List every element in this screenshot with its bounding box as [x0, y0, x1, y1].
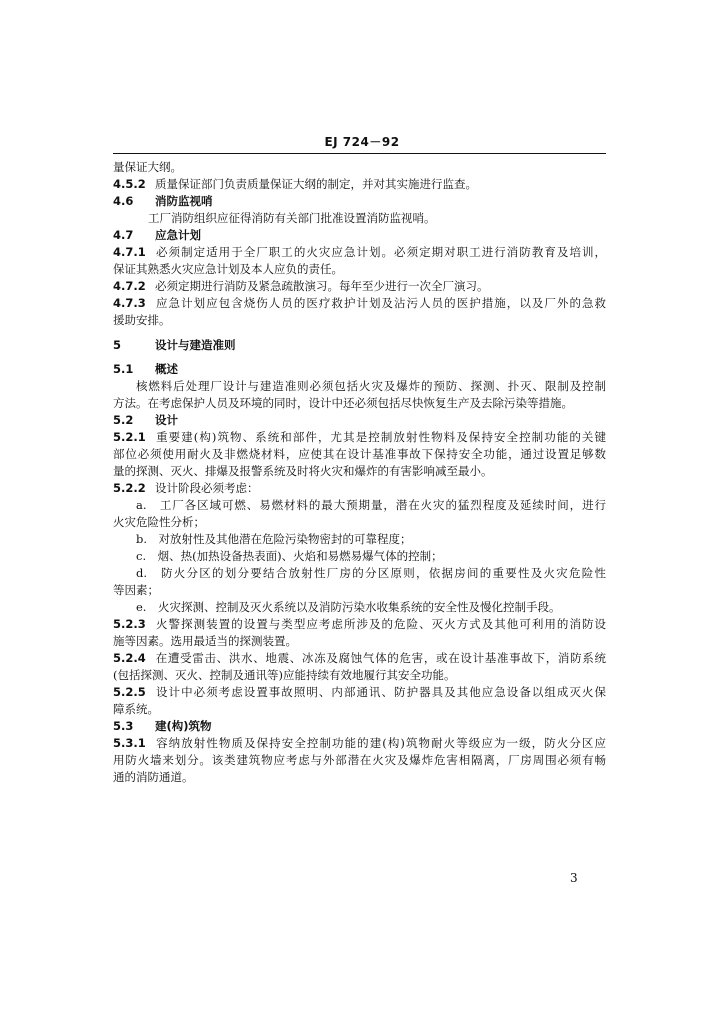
- text-line: [113, 194, 606, 208]
- text-line: [113, 362, 606, 376]
- section-number: 5.2.1: [113, 430, 146, 444]
- section-number: 5.2.4: [113, 651, 146, 665]
- line-text: 在遭受雷击、洪水、地震、冰冻及腐蚀气体的危害，或在设计基准事故下，消防系统: [155, 651, 606, 665]
- text-line: [113, 338, 606, 352]
- line-text: 障系统。: [113, 702, 159, 716]
- line-text: 等因素；: [113, 583, 159, 597]
- line-text: b. 对放射性及其他潜在危险污染物密封的可靠程度；: [136, 532, 412, 546]
- section-number: 4.7.1: [113, 245, 146, 259]
- line-text: 容纳放射性物质及保持安全控制功能的建(构)筑物耐火等级应为一级，防火分区应: [155, 736, 606, 750]
- line-text: 通的消防通道。: [113, 770, 194, 784]
- line-text: 量的探测、灭火、排爆及报警系统及时将火灾和爆炸的有害影响减至最小。: [113, 464, 493, 478]
- section-number: 4.7.3: [113, 296, 146, 310]
- text-line: [113, 447, 606, 461]
- text-line: [113, 430, 606, 444]
- line-text: 部位必须使用耐火及非燃烧材料，应使其在设计基准事故下保持安全功能，通过设置足够数: [113, 447, 606, 461]
- section-heading: 消防监视哨: [155, 194, 213, 208]
- line-text: 应急计划应包含烧伤人员的医疗救护计划及沾污人员的医护措施，以及厂外的急救: [155, 296, 606, 310]
- line-text: (包括探测、灭火、控制及通讯等)应能持续有效地履行其安全功能。: [113, 668, 456, 682]
- text-line: [113, 685, 606, 699]
- line-text: 方法。在考虑保护人员及环境的同时，设计中还必须包括尽快恢复生产及去除污染等措施。: [113, 396, 573, 410]
- line-text: 工厂消防组织应征得消防有关部门批准设置消防监视哨。: [148, 211, 436, 225]
- text-line: [113, 262, 606, 276]
- header-rule: [113, 153, 606, 154]
- text-line: [113, 379, 606, 393]
- text-line: [113, 177, 606, 191]
- text-line: [113, 668, 606, 682]
- line-text: 必须定期进行消防及紧急疏散演习。每年至少进行一次全厂演习。: [155, 279, 489, 293]
- text-line: [113, 515, 606, 529]
- text-line: [113, 719, 606, 733]
- section-number: 5.2.2: [113, 481, 146, 495]
- text-line: [113, 228, 606, 242]
- text-line: [113, 770, 606, 784]
- text-line: [113, 532, 606, 546]
- line-text: 火警探测装置的设置与类型应考虑所涉及的危险、灭火方式及其他可利用的消防设: [155, 617, 606, 631]
- text-line: [113, 211, 606, 225]
- line-text: 设计阶段必须考虑：: [155, 481, 259, 495]
- section-number: 4.6: [113, 194, 134, 208]
- text-line: [113, 396, 606, 410]
- text-line: [113, 549, 606, 563]
- line-text: 保证其熟悉火灾应急计划及本人应负的责任。: [113, 262, 343, 276]
- body-text: [113, 160, 606, 784]
- section-heading: 设计: [155, 413, 178, 427]
- text-line: [113, 634, 606, 648]
- line-text: 火灾危险性分析；: [113, 515, 205, 529]
- text-line: [113, 245, 606, 259]
- line-text: 设计中必须考虑设置事故照明、内部通讯、防护器具及其他应急设备以组成灭火保: [155, 685, 606, 699]
- line-text: 核燃料后处理厂设计与建造准则必须包括火灾及爆炸的预防、探测、扑灭、限制及控制: [136, 379, 606, 393]
- section-number: 4.7.2: [113, 279, 146, 293]
- section-number: 5: [113, 338, 122, 352]
- section-number: 4.7: [113, 228, 134, 242]
- line-text: 施等因素。选用最适当的探测装置。: [113, 634, 297, 648]
- section-heading: 应急计划: [155, 228, 201, 242]
- line-text: 量保证大纲。: [113, 160, 182, 174]
- section-number: 5.1: [113, 362, 134, 376]
- section-heading: 设计与建造准则: [155, 338, 236, 352]
- line-text: 质量保证部门负责质量保证大纲的制定，并对其实施进行监查。: [155, 177, 477, 191]
- section-heading: 建(构)筑物: [155, 719, 212, 733]
- line-text: 用防火墙来划分。该类建筑物应考虑与外部潜在火灾及爆炸危害相隔离，厂房周围必须有畅: [113, 753, 606, 767]
- text-line: [113, 651, 606, 665]
- text-line: [113, 600, 606, 614]
- text-line: [113, 464, 606, 478]
- section-number: 5.2.5: [113, 685, 146, 699]
- line-text: e. 火灾探测、控制及灭火系统以及消防污染水收集系统的安全性及慢化控制手段。: [136, 600, 561, 614]
- line-text: 援助安排。: [113, 313, 171, 327]
- text-line: [113, 296, 606, 310]
- text-line: [113, 160, 606, 174]
- line-text: d. 防火分区的划分要结合放射性厂房的分区原则，依据房间的重要性及火灾危险性: [136, 566, 606, 580]
- text-line: [113, 413, 606, 427]
- section-number: 5.3: [113, 719, 134, 733]
- text-line: [113, 583, 606, 597]
- text-line: [113, 279, 606, 293]
- page-number: 3: [570, 871, 578, 885]
- text-line: [113, 617, 606, 631]
- section-number: 5.3.1: [113, 736, 146, 750]
- section-number: 5.2.3: [113, 617, 146, 631]
- text-line: [113, 702, 606, 716]
- line-text: 必须制定适用于全厂职工的火灾应急计划。必须定期对职工进行消防教育及培训，: [155, 245, 606, 259]
- text-line: [113, 566, 606, 580]
- text-line: [113, 736, 606, 750]
- line-text: a. 工厂各区域可燃、易燃材料的最大预期量，潜在火灾的猛烈程度及延续时间，进行: [136, 498, 606, 512]
- text-line: [113, 313, 606, 327]
- standard-code-header: EJ 724－92: [324, 135, 400, 149]
- section-number: 5.2: [113, 413, 134, 427]
- line-text: 重要建(构)筑物、系统和部件，尤其是控制放射性物料及保持安全控制功能的关键: [155, 430, 606, 444]
- section-number: 4.5.2: [113, 177, 146, 191]
- section-heading: 概述: [155, 362, 178, 376]
- text-line: [113, 498, 606, 512]
- line-text: c. 烟、热(加热设备热表面)、火焰和易燃易爆气体的控制；: [136, 549, 443, 563]
- text-line: [113, 753, 606, 767]
- text-line: [113, 481, 606, 495]
